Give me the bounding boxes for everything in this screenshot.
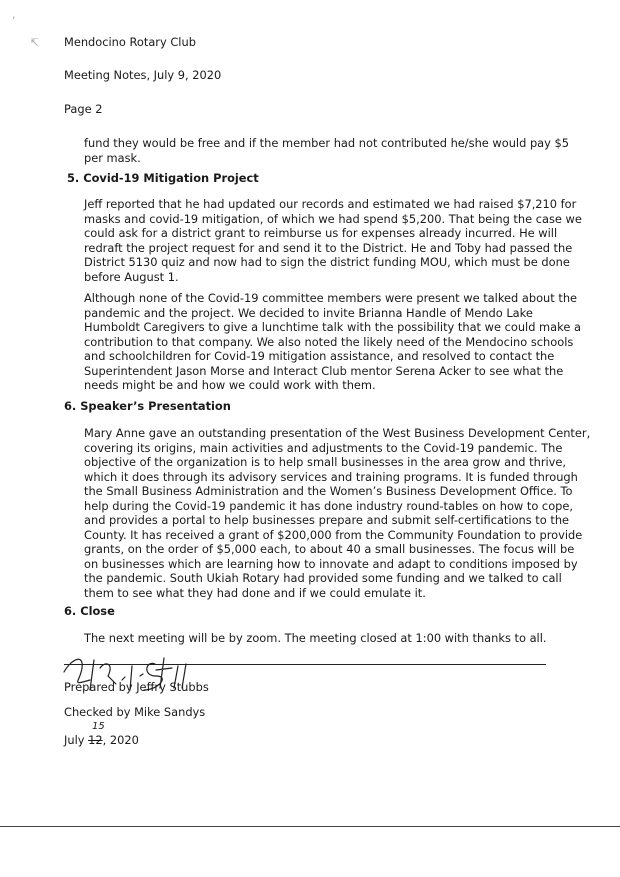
scan-margin-mark: ↸ [30,36,40,49]
covid-paragraph-1 [84,197,582,284]
text-line: the Small Business Administration and the Women’s Business Development Office. To [84,484,573,498]
text-line: covering its origins, main activities and adjustments to the Covid-19 pandemic. The [84,440,563,455]
text-line: them to see what they had done and if we could emulate it. [84,585,426,600]
text-line: needs might be and how we could work with them. [84,378,376,392]
text-line: District 5130 quiz and now had to sign the district funding MOU, which must be done [84,255,570,269]
text-line: redraft the project request for and send it to the District. He and Toby had passed the [84,240,573,255]
close-paragraph: The next meeting will be by zoom. The meeting closed at 1:00 with thanks to all. [84,631,547,645]
text-line: and provides a portal to help businesses prepare and submit self-certifications to the [84,513,570,527]
text-line: County. It has received a grant of $200,000 from the Community Foundation to provide [84,527,583,542]
text-line: before August 1. [84,269,179,284]
section-heading-speaker: 6. Speaker’s Presentation [64,399,231,413]
text-line: masks and covid-19 mitigation, of which we had spend $5,200. That being the case we [84,211,582,226]
text-line: fund they would be free and if the member had not contributed he/she would pay $5 [84,136,570,150]
text-line: the pandemic. South Ukiah Rotary had provided some funding and we talked to call [84,571,562,585]
text-line: could ask for a district grant to reimburse us for expenses already incurred. He will [84,226,558,240]
text-line: and schoolchildren for Covid-19 mitigation assistance, and resolved to contact the [84,349,555,363]
prepared-by: Prepared by Jeffry Stubbs [64,680,209,694]
text-line: which it does through its advisory services and training programs. It is funded through [84,469,578,484]
document-title: Meeting Notes, July 9, 2020 [64,68,222,82]
org-name: Mendocino Rotary Club [64,35,196,49]
text-line: Humboldt Caregivers to give a lunchtime talk with the possibility that we could make a [84,320,581,334]
text-line: contribution to that company. We also noted the likely need of the Mendocino schools [84,334,574,349]
text-line: per mask. [84,150,141,165]
page-number: Page 2 [64,102,103,116]
text-line: grants, on the order of $5,000 each, to about 40 a small businesses. The focus will be [84,542,575,556]
checked-by: Checked by Mike Sandys [64,705,206,719]
date-year: , 2020 [102,733,139,747]
date-day-struck: 12 [88,733,103,747]
text-line: Mary Anne gave an outstanding presentation of the West Business Development Center, [84,426,591,440]
speaker-paragraph [84,426,591,600]
text-line: help during the Covid-19 pandemic it has done industry round-tables on how to cope, [84,498,574,513]
text-line: Although none of the Covid-19 committee members were present we talked about the [84,291,578,305]
text-line: objective of the organization is to help small businesses in the area grow and thrive, [84,455,567,469]
text-line: pandemic and the project. We decided to invite Brianna Handle of Mendo Lake [84,305,533,320]
date-correction: 15 [92,721,105,732]
carryover-paragraph [84,136,570,165]
section-heading-close: 6. Close [64,604,115,618]
section-heading-covid: 5. Covid-19 Mitigation Project [67,171,259,185]
scan-edge-line [0,826,620,827]
document-date [64,733,139,748]
date-month: July [64,733,89,747]
text-line: Jeff reported that he had updated our records and estimated we had raised $7,210 for [84,197,577,211]
covid-paragraph-2 [84,291,581,393]
text-line: Superintendent Jason Morse and Interact Club mentor Serena Acker to see what the [84,363,564,378]
scan-margin-mark: ‚ [12,8,16,21]
text-line: on businesses which are learning how to innovate and adapt to conditions imposed by [84,556,578,571]
